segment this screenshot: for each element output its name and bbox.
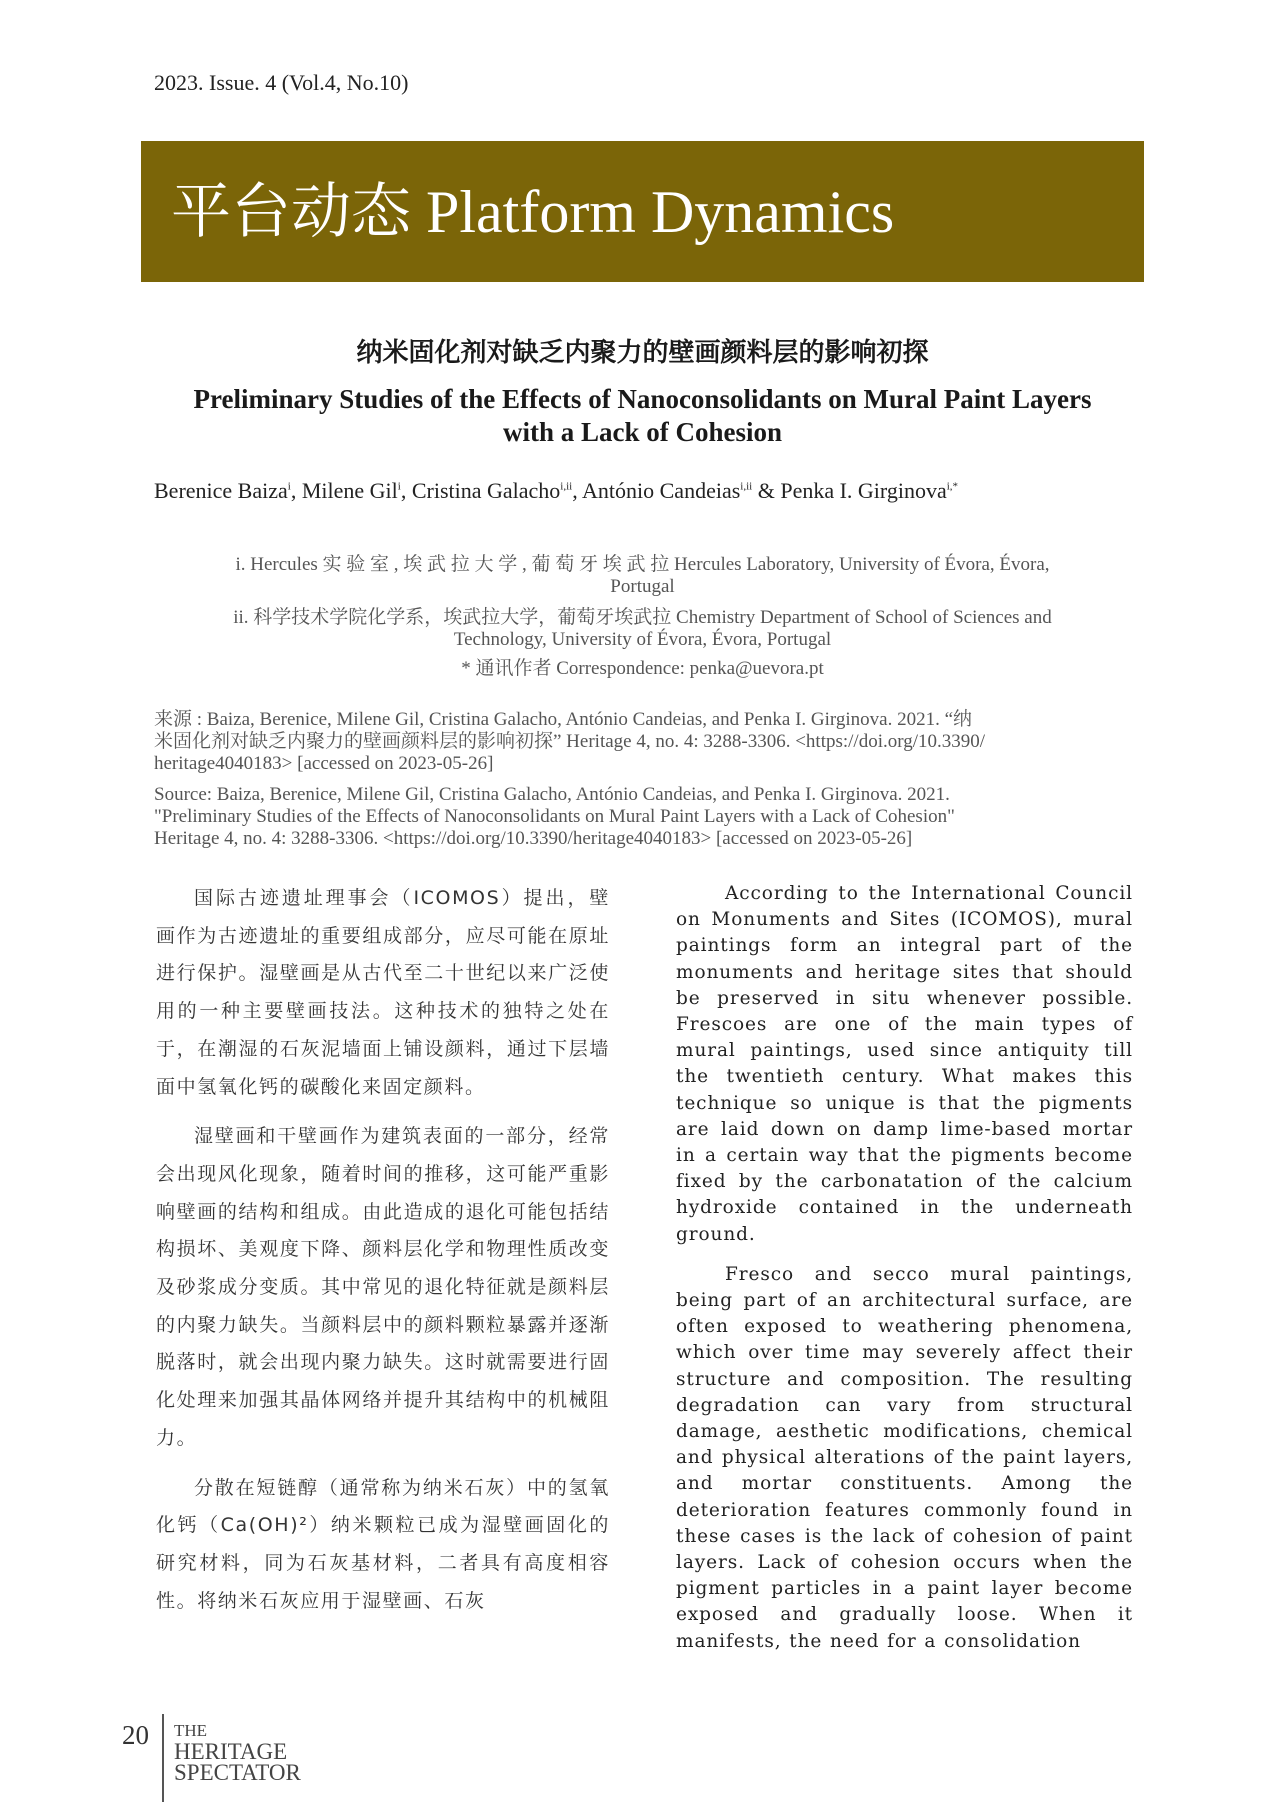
paragraph: 国际古迹遗址理事会（ICOMOS）提出，壁画作为古迹遗址的重要组成部分，应尽可能在原址进行保护。湿壁画是从古代至二十世纪以来广泛使用的一种主要壁画技法。这种技术的独特之处在于，在潮湿的石灰泥墙面上铺设颜料，通过下层墙面中氢氧化钙的碳酸化来固定颜料。 bbox=[156, 887, 610, 1098]
author-separator: , bbox=[400, 478, 412, 503]
logo-line: THE bbox=[174, 1721, 208, 1740]
citation-line: heritage4040183> [accessed on 2023-05-26] bbox=[154, 753, 494, 774]
magazine-logo bbox=[174, 1720, 301, 1783]
citation-line: "Preliminary Studies of the Effects of Nanoconsolidants on Mural Paint Layers with a Lack of Cohesion" bbox=[154, 806, 955, 827]
page-footer bbox=[122, 1714, 372, 1806]
paragraph: Fresco and secco mural paintings, being part of an architectural surface, are often exposed to weathering phenomena, which over time may severely affect their structure and composition. The resulting degradation can vary from structural damage, aesthetic modifications, chemical and physical alterations of the paint layers, and mortar constituents. Among the deterioration features commonly found in these cases is the lack of cohesion of paint layers. Lack of cohesion occurs when the pigment particles in a paint layer become exposed and gradually loose. When it manifests, the need for a consolidation bbox=[676, 1263, 1133, 1652]
section-banner bbox=[141, 141, 1144, 282]
article-title-en-line: with a Lack of Cohesion bbox=[502, 417, 783, 447]
page-number: 20 bbox=[122, 1720, 149, 1750]
author-affiliation-mark: i,ii bbox=[560, 480, 573, 493]
citation-line: Heritage 4, no. 4: 3288-3306. <https://doi.org/10.3390/heritage4040183> [accessed on 2023-05-26] bbox=[154, 828, 913, 849]
author-affiliation-mark: i bbox=[397, 480, 401, 493]
affiliation-2 bbox=[154, 607, 1131, 651]
body-column-en bbox=[676, 881, 1133, 1669]
issue-info: 2023. Issue. 4 (Vol.4, No.10) bbox=[154, 70, 409, 95]
citation-line: Source: Baiza, Berenice, Milene Gil, Cristina Galacho, António Candeias, and Penka I. Girginova. 2021. bbox=[154, 784, 950, 805]
logo-line: HERITAGE bbox=[174, 1739, 288, 1764]
citation-line: 米固化剂对缺乏内聚力的壁画颜料层的影响初探” Heritage 4, no. 4: 3288-3306. <https://doi.org/10.3390/ bbox=[154, 731, 986, 752]
affiliation-line: Portugal bbox=[610, 576, 675, 597]
affiliation-line: Technology, University of Évora, Évora, Portugal bbox=[453, 629, 832, 650]
affiliation-1 bbox=[154, 554, 1131, 598]
author-name: António Candeias bbox=[582, 478, 741, 503]
body-column-zh bbox=[156, 880, 610, 1632]
author-separator: , bbox=[572, 478, 583, 503]
author-name: Cristina Galacho bbox=[411, 478, 561, 503]
paragraph: 分散在短链醇（通常称为纳米石灰）中的氢氧化钙（Ca(OH)²）纳米颗粒已成为湿壁画固化的研究材料，同为石灰基材料，二者具有高度相容性。将纳米石灰应用于湿壁画、石灰 bbox=[156, 1476, 610, 1612]
section-title: 平台动态 Platform Dynamics bbox=[171, 178, 895, 245]
correspondence: * 通讯作者 Correspondence: penka@uevora.pt bbox=[461, 658, 824, 679]
author-affiliation-mark: i,ii bbox=[740, 480, 753, 493]
paragraph: 湿壁画和干壁画作为建筑表面的一部分，经常会出现风化现象，随着时间的推移，这可能严重影响壁画的结构和组成。由此造成的退化可能包括结构损坏、美观度下降、颜料层化学和物理性质改变及砂浆成分变质。其中常见的退化特征就是颜料层的内聚力缺失。当颜料层中的颜料颗粒暴露并逐渐脱落时，就会出现内聚力缺失。这时就需要进行固化处理来加强其晶体网络并提升其结构中的机械阻力。 bbox=[156, 1125, 610, 1449]
author-separator: , bbox=[290, 478, 302, 503]
citation-line: 来源 : Baiza, Berenice, Milene Gil, Cristina Galacho, António Candeias, and Penka I. Girginova. 2021. “纳 bbox=[154, 709, 973, 730]
author-name: Milene Gil bbox=[301, 478, 398, 503]
article-title-zh: 纳米固化剂对缺乏内聚力的壁画颜料层的影响初探 bbox=[356, 338, 929, 368]
author-name: Penka I. Girginova bbox=[780, 478, 947, 503]
footer-divider bbox=[162, 1714, 164, 1802]
affiliation-line: ii. 科学技术学院化学系，埃武拉大学，葡萄牙埃武拉 Chemistry Department of School of Sciences and bbox=[233, 607, 1052, 628]
author-affiliation-mark: i bbox=[287, 480, 291, 493]
author-list bbox=[154, 478, 1144, 504]
article-title-en-line: Preliminary Studies of the Effects of Nanoconsolidants on Mural Paint Layers bbox=[193, 384, 1092, 414]
paragraph: According to the International Council on Monuments and Sites (ICOMOS), mural paintings form an integral part of the monuments and heritage sites that should be preserved in situ whenever possible. Frescoes are one of the main types of mural paintings, used since antiquity till the twentieth century. What makes this technique so unique is that the pigments are laid down on damp lime-based mortar in a certain way that the pigments become fixed by the carbonatation of the calcium hydroxide contained in the underneath ground. bbox=[676, 883, 1133, 1245]
source-citation-zh bbox=[154, 709, 1131, 775]
source-citation-en bbox=[154, 784, 1131, 850]
author-affiliation-mark: i,* bbox=[946, 480, 959, 493]
affiliation-line: i. Hercules 实 验 室 , 埃 武 拉 大 学 , 葡 萄 牙 埃 武 拉 Hercules Laboratory, University of Évora, Évora, bbox=[235, 554, 1050, 575]
author-separator: & bbox=[752, 478, 781, 503]
article-title-en bbox=[154, 383, 1131, 449]
logo-line: SPECTATOR bbox=[174, 1760, 301, 1785]
author-name: Berenice Baiza bbox=[154, 478, 288, 503]
